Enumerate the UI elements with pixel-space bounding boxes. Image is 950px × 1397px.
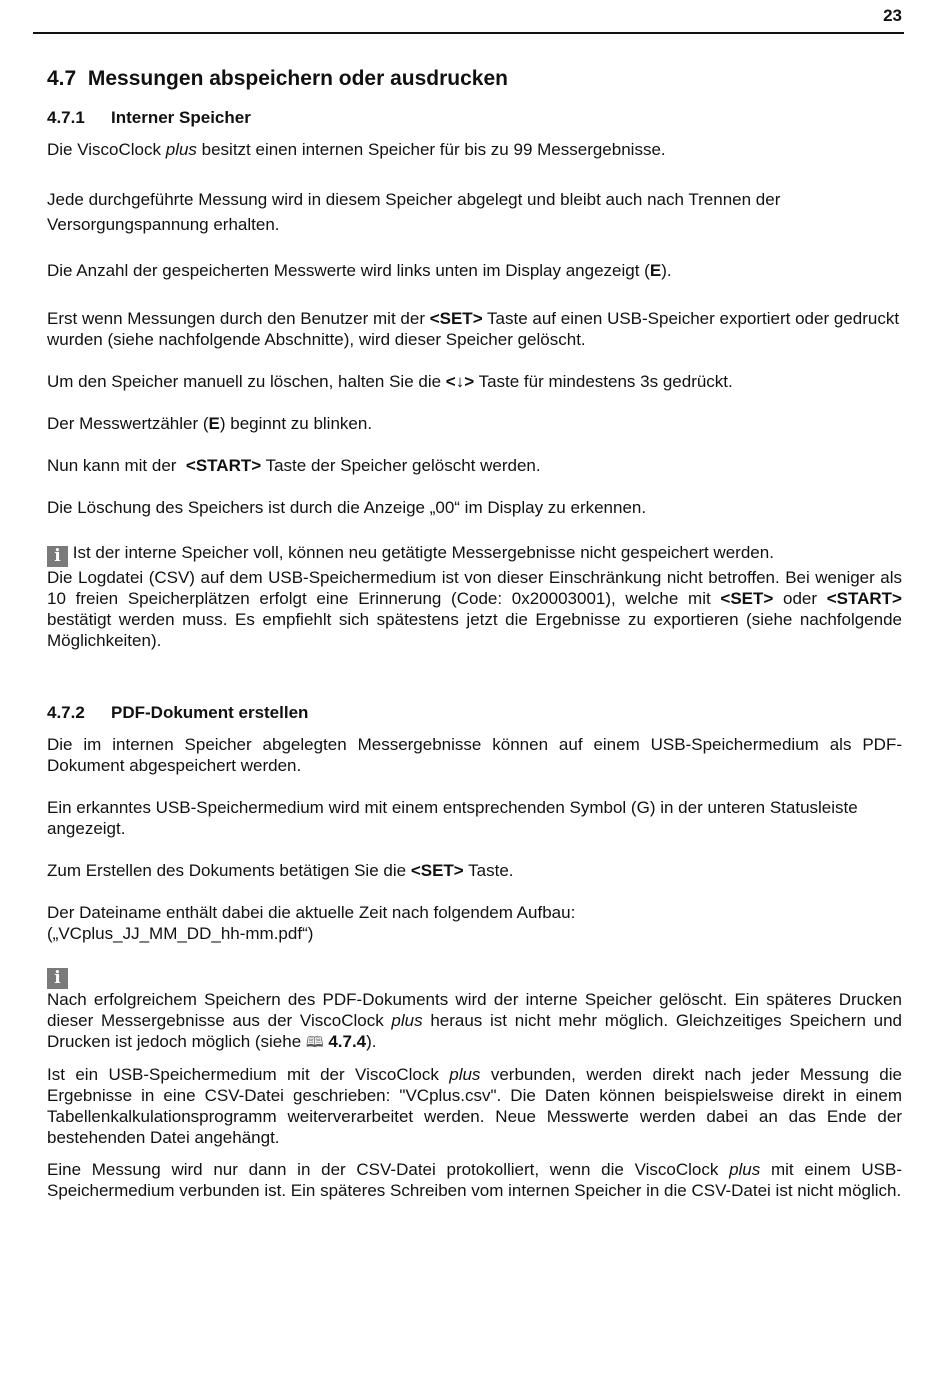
text: Ein erkanntes USB-Speichermedium wird mit einem entsprechenden Symbol (G) in der unteren Statusleiste angezeigt. xyxy=(47,798,858,838)
page-content xyxy=(47,64,902,1212)
text: verbunden, werden direkt nach jeder Messung die Ergebnisse in eine CSV-Datei geschrieben: "VCplus.csv". Die Daten können beispielsweise direkt in einem Tabellenkalkulationsprogramm weiterverarbeitet werden. Neue Messwerte werden dabei an das Ende der bestehenden Datei angehängt. xyxy=(47,1065,902,1147)
text: Nach erfolgreichem Speichern des PDF-Dokuments wird der interne Speicher gelöscht. Ein späteres Drucken dieser Messergebnisse aus der ViscoClock xyxy=(47,990,902,1030)
text: Erst wenn Messungen durch den Benutzer mit der xyxy=(47,309,430,328)
label-ref: E xyxy=(649,261,662,280)
text: Taste. xyxy=(463,861,514,880)
text: ). xyxy=(366,1032,377,1051)
key-label: <SET> xyxy=(429,309,483,328)
paragraph xyxy=(47,797,902,839)
paragraph xyxy=(47,308,902,350)
section-ref: 4.7.4 xyxy=(323,1032,367,1051)
header-rule xyxy=(33,32,904,34)
key-label: <SET> xyxy=(720,589,774,608)
paragraph xyxy=(47,902,902,944)
text: Um den Speicher manuell zu löschen, halten Sie die xyxy=(47,372,446,391)
text: Zum Erstellen des Dokuments betätigen Sie die xyxy=(47,861,411,880)
text: Taste auf einen USB-Speicher exportiert oder gedruckt wurden (siehe nachfolgende Abschnitte), wird dieser Speicher gelöscht. xyxy=(47,309,900,349)
subsection-heading-4-7-1 xyxy=(47,106,902,130)
text: ). xyxy=(661,261,672,280)
text: Die Anzahl der gespeicherten Messwerte wird links unten im Display angezeigt ( xyxy=(47,261,650,280)
text: Eine Messung wird nur dann in der CSV-Datei protokolliert, wenn die ViscoClock xyxy=(47,1160,730,1179)
key-label: <START> xyxy=(185,456,262,475)
paragraph xyxy=(47,139,902,160)
info-icon: i xyxy=(47,546,68,567)
text: Jede durchgeführte Messung wird in diesem Speicher abgelegt und bleibt auch nach Trennen der Versorgungspannung erhalten. xyxy=(47,190,781,234)
info-note xyxy=(47,964,902,1053)
text: ) beginnt zu blinken. xyxy=(219,414,373,433)
text: Ist der interne Speicher voll, können neu getätigte Messergebnisse nicht gespeichert werden. xyxy=(68,543,774,562)
text: Die im internen Speicher abgelegten Messergebnisse können auf einem USB-Speichermedium als PDF-Dokument abgespeichert werden. xyxy=(47,735,902,775)
paragraph xyxy=(47,455,902,476)
section-title: Messungen abspeichern oder ausdrucken xyxy=(87,67,508,90)
text: Ist ein USB-Speichermedium mit der ViscoClock xyxy=(47,1065,450,1084)
paragraph xyxy=(47,260,902,281)
text: bestätigt werden muss. Es empfiehlt sich spätestens jetzt die Ergebnisse zu exportieren (siehe nachfolgende Möglichkeiten). xyxy=(47,610,902,650)
text: Die Löschung des Speichers ist durch die Anzeige „00“ im Display zu erkennen. xyxy=(47,498,647,517)
paragraph xyxy=(47,187,902,237)
paragraph xyxy=(47,1064,902,1148)
subsection-heading-4-7-2 xyxy=(47,701,902,725)
label-ref: E xyxy=(208,414,220,433)
page-number: 23 xyxy=(883,6,902,25)
section-number: 4.7 xyxy=(47,67,77,90)
info-icon: i xyxy=(47,968,68,989)
key-label: <START> xyxy=(826,589,902,608)
info-note xyxy=(47,542,902,651)
text: Die ViscoClock xyxy=(47,140,166,159)
paragraph xyxy=(47,497,902,518)
paragraph xyxy=(47,734,902,776)
text: oder xyxy=(773,589,827,608)
paragraph xyxy=(47,413,902,434)
text: Der Messwertzähler ( xyxy=(47,414,209,433)
text: Taste für mindestens 3s gedrückt. xyxy=(474,372,733,391)
key-label: <↓> xyxy=(445,372,475,391)
text: Taste der Speicher gelöscht werden. xyxy=(261,456,541,475)
paragraph xyxy=(47,1159,902,1201)
subsection-number: 4.7.2 xyxy=(47,703,85,722)
text: heraus ist nicht mehr möglich. Gleichzeitiges Speichern und Drucken ist jedoch möglich (siehe xyxy=(47,1011,902,1051)
section-heading xyxy=(47,64,902,94)
text: Der Dateiname enthält dabei die aktuelle Zeit nach folgendem Aufbau: xyxy=(47,903,576,922)
subsection-title: PDF-Dokument erstellen xyxy=(111,703,309,722)
filename-pattern: („VCplus_JJ_MM_DD_hh-mm.pdf“) xyxy=(47,924,314,943)
text: Die Logdatei (CSV) auf dem USB-Speichermedium ist von dieser Einschränkung nicht betroffen. Bei weniger als 10 freien Speicherplätzen erfolgt eine Erinnerung (Code: 0x20003001), welche mit xyxy=(47,568,902,608)
text: Nun kann mit der xyxy=(47,456,186,475)
subsection-number: 4.7.1 xyxy=(47,108,85,127)
key-label: <SET> xyxy=(410,861,464,880)
subsection-title: Interner Speicher xyxy=(111,108,251,127)
paragraph xyxy=(47,371,902,392)
product-suffix: plus xyxy=(391,1011,423,1030)
product-suffix: plus xyxy=(729,1160,761,1179)
product-suffix: plus xyxy=(165,140,197,159)
product-suffix: plus xyxy=(449,1065,481,1084)
text: besitzt einen internen Speicher für bis zu 99 Messergebnisse. xyxy=(196,140,666,159)
book-icon: 🕮 xyxy=(305,1033,324,1051)
text: mit einem USB-Speichermedium verbunden ist. Ein späteres Schreiben vom internen Speicher in die CSV-Datei ist nicht möglich. xyxy=(47,1160,902,1200)
paragraph xyxy=(47,860,902,881)
